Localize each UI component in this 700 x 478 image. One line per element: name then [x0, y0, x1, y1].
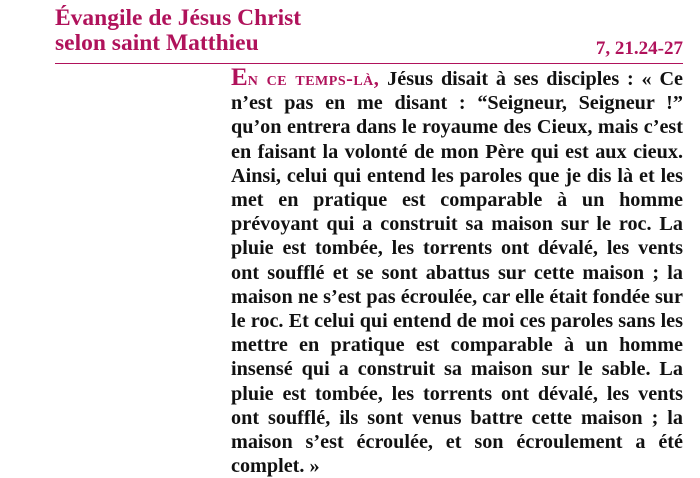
title-line-2: selon saint Matthieu	[55, 30, 259, 56]
title-line-1: Évangile de Jésus Christ	[55, 5, 302, 31]
drop-capital: E	[231, 64, 248, 91]
scripture-reference: 7, 21.24-27	[595, 38, 683, 59]
reading-paragraph	[55, 66, 683, 478]
body-text: Jésus disait à ses disciples : « Ce n’est pas en me disant : “Seigneur, Seigneur !” qu’on entrera dans le royaume des Cieux, mais c’est en faisant la volonté de mon Père qui est aux cieux. Ainsi, celui qui entend les paroles que je dis là et les met en pratique est comparable à un homme prévoyant qui a construit sa maison sur le roc. La pluie est tombée, les torrents ont dévalé, les vents ont soufflé et se sont abattus sur cette maison ; la maison ne s’est pas écroulée, car elle était fondée sur le roc. Et celui qui entend de moi ces paroles sans les mettre en pratique est comparable à un homme insensé qui a construit sa maison sur le sable. La pluie est tombée, les torrents ont dévalé, les vents ont soufflé, ils sont venus battre cette maison ; la maison s’est écroulée, et son écroulement a été complet. »	[231, 68, 683, 478]
header-divider	[55, 63, 683, 64]
lead-in-small-caps: n ce temps-là,	[247, 68, 380, 90]
gospel-reading	[55, 6, 683, 478]
reading-body	[55, 66, 683, 478]
reading-header	[55, 6, 683, 62]
